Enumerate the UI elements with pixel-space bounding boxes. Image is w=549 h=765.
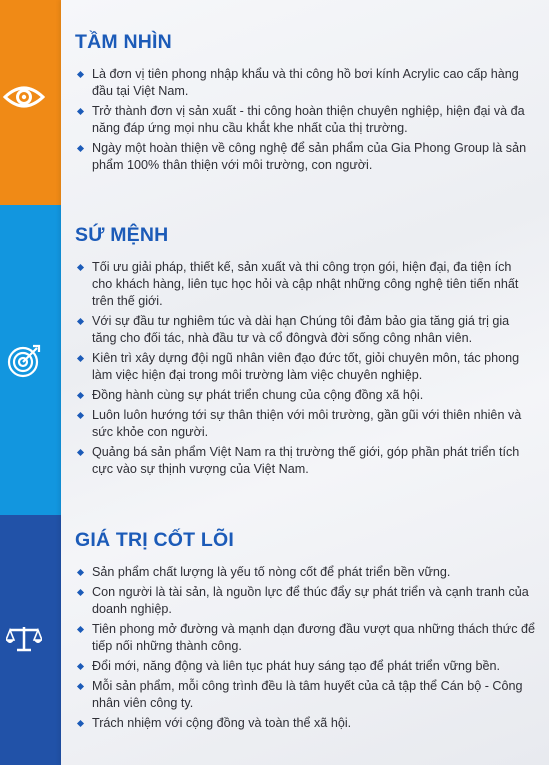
list-item: Đồng hành cùng sự phát triển chung của cộng đồng xã hội.	[75, 387, 535, 404]
list-item: Mỗi sản phẩm, mỗi công trình đều là tâm huyết của cả tập thể Cán bộ - Công nhân viên công ty.	[75, 678, 535, 712]
list-item: Tối ưu giải pháp, thiết kế, sản xuất và thi công trọn gói, hiện đại, đa tiện ích cho khách hàng, liên tục học hỏi và cập nhật những công nghệ tiên tiến nhất trên thế giới.	[75, 259, 535, 310]
values-list	[75, 564, 535, 732]
vision-title: TẦM NHÌN	[75, 31, 172, 53]
vision-section	[75, 31, 535, 177]
scales-icon	[0, 625, 48, 653]
values-section	[75, 529, 535, 735]
list-item: Luôn luôn hướng tới sự thân thiện với môi trường, gần gũi với thiên nhiên và sức khỏe con người.	[75, 407, 535, 441]
list-item: Ngày một hoàn thiện về công nghệ để sản phẩm của Gia Phong Group là sản phẩm 100% thân thiện với môi trường, con người.	[75, 140, 535, 174]
target-icon	[0, 343, 48, 379]
list-item: Đổi mới, năng động và liên tục phát huy sáng tạo để phát triển vững bền.	[75, 658, 535, 675]
mission-section	[75, 224, 535, 481]
list-item: Quảng bá sản phẩm Việt Nam ra thị trường thế giới, góp phần phát triển tích cực vào sự thịnh vượng của Việt Nam.	[75, 444, 535, 478]
vision-list	[75, 66, 535, 174]
eye-icon	[0, 83, 48, 111]
list-item: Trách nhiệm với cộng đồng và toàn thể xã hội.	[75, 715, 535, 732]
mission-title: SỨ MỆNH	[75, 224, 169, 246]
list-item: Là đơn vị tiên phong nhập khẩu và thi công hồ bơi kính Acrylic cao cấp hàng đầu tại Việt Nam.	[75, 66, 535, 100]
list-item: Kiên trì xây dựng đội ngũ nhân viên đạo đức tốt, giỏi chuyên môn, tác phong làm việc hiện đại trong môi trường làm việc chuyên nghiệp.	[75, 350, 535, 384]
list-item: Với sự đầu tư nghiêm túc và dài hạn Chúng tôi đảm bảo gia tăng giá trị gia tăng cho đối tác, nhà đầu tư và cổ đôngvà đời sống công nhân viên.	[75, 313, 535, 347]
values-title: GIÁ TRỊ CỐT LÕI	[75, 529, 234, 551]
mission-list	[75, 259, 535, 478]
list-item: Con người là tài sản, là nguồn lực để thúc đẩy sự phát triển và cạnh tranh của doanh nghiệp.	[75, 584, 535, 618]
list-item: Tiên phong mở đường và mạnh dạn đương đầu vượt qua những thách thức để tiếp nối những thành công.	[75, 621, 535, 655]
list-item: Sản phẩm chất lượng là yếu tố nòng cốt để phát triển bền vững.	[75, 564, 535, 581]
list-item: Trở thành đơn vị sản xuất - thi công hoàn thiện chuyên nghiệp, hiện đại và đa năng đáp ứng mọi nhu cầu khắt khe nhất của thị trường.	[75, 103, 535, 137]
